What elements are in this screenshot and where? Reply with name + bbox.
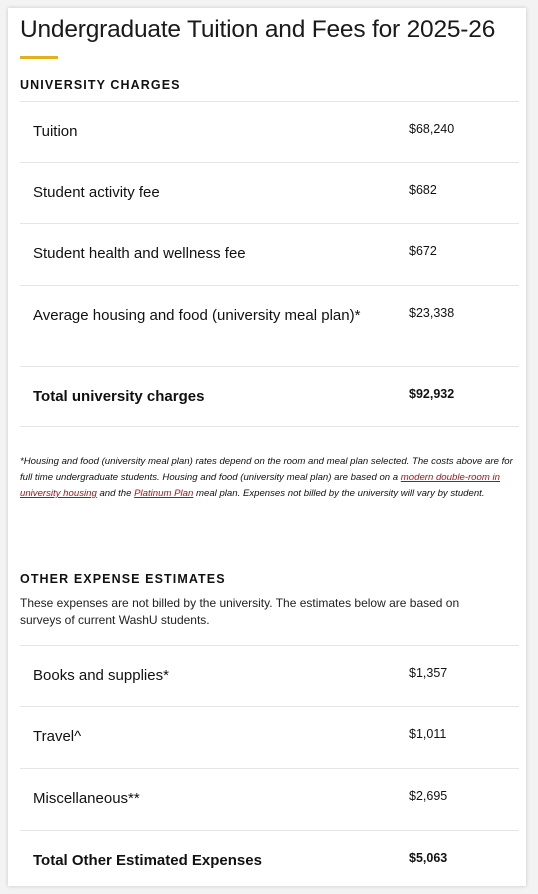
row-value: $672 bbox=[409, 244, 437, 258]
footnote-text: and the bbox=[96, 488, 135, 499]
row-label: Student activity fee bbox=[33, 184, 160, 201]
row-label: Miscellaneous** bbox=[33, 790, 140, 807]
row-label: Tuition bbox=[33, 123, 78, 140]
row-value: $1,011 bbox=[409, 727, 447, 741]
table-row bbox=[20, 223, 519, 285]
other-expenses-table bbox=[20, 645, 519, 890]
row-label: Travel^ bbox=[33, 728, 82, 745]
double-room-link[interactable]: modern double-room in university housing bbox=[20, 472, 500, 499]
row-value: $682 bbox=[409, 183, 437, 197]
row-label: Books and supplies* bbox=[33, 667, 169, 684]
housing-footnote bbox=[20, 454, 514, 502]
university-charges-table bbox=[20, 101, 519, 427]
row-value: $1,357 bbox=[409, 666, 448, 680]
title-accent-bar bbox=[20, 56, 58, 59]
table-row bbox=[20, 645, 519, 706]
table-row bbox=[20, 706, 519, 768]
table-row bbox=[20, 101, 519, 162]
tuition-card bbox=[8, 8, 526, 886]
total-row bbox=[20, 830, 519, 890]
row-label: Average housing and food (university meal plan)* bbox=[33, 307, 361, 324]
row-value: $2,695 bbox=[409, 789, 448, 803]
university-charges-heading: UNIVERSITY CHARGES bbox=[20, 78, 181, 92]
table-row bbox=[20, 162, 519, 223]
total-row bbox=[20, 366, 519, 427]
total-label: Total university charges bbox=[33, 388, 205, 405]
footnote-text: *Housing and food (university meal plan) rates depend on the room and meal plan selected. The costs above are for full time undergraduate students. Housing and food (university meal plan) are based on a bbox=[20, 456, 513, 483]
footnote-text: meal plan. Expenses not billed by the university will vary by student. bbox=[193, 488, 485, 499]
table-row bbox=[20, 768, 519, 830]
total-value: $5,063 bbox=[409, 851, 448, 865]
other-expenses-heading: OTHER EXPENSE ESTIMATES bbox=[20, 572, 226, 586]
platinum-plan-link[interactable]: Platinum Plan bbox=[134, 488, 194, 499]
total-value: $92,932 bbox=[409, 387, 455, 401]
row-label: Student health and wellness fee bbox=[33, 245, 246, 262]
row-value: $68,240 bbox=[409, 122, 455, 136]
page-title: Undergraduate Tuition and Fees for 2025-26 bbox=[20, 16, 496, 43]
row-value: $23,338 bbox=[409, 306, 455, 320]
other-expenses-description: These expenses are not billed by the university. The estimates below are based on surveys of current WashU students. bbox=[20, 596, 460, 627]
table-row bbox=[20, 285, 519, 366]
total-label: Total Other Estimated Expenses bbox=[33, 852, 262, 869]
